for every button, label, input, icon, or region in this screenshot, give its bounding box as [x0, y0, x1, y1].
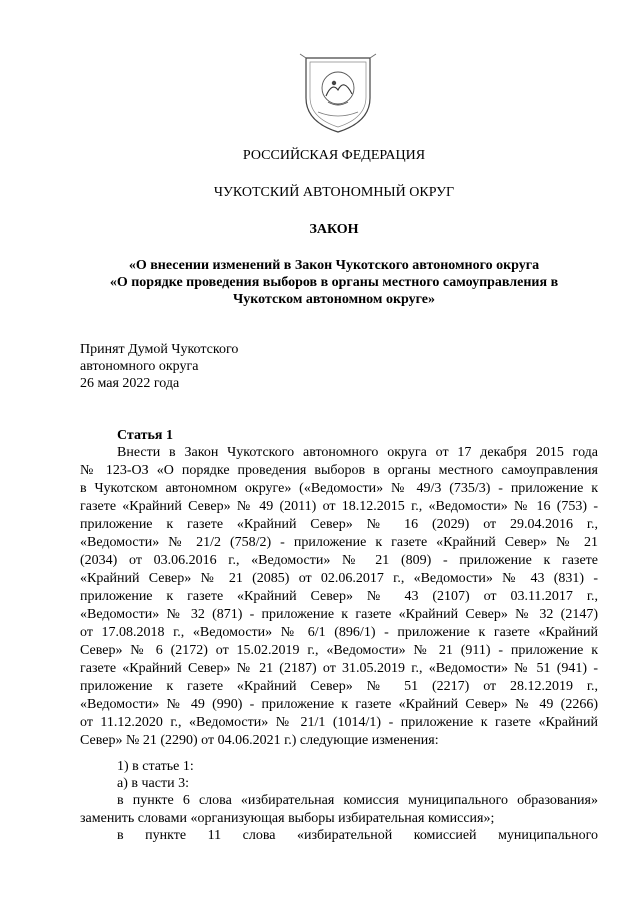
- article-body-line: «Ведомости» № 32 (871) - приложение к газете «Крайний Север» № 32 (2147): [80, 607, 598, 622]
- federation-heading: РОССИЙСКАЯ ФЕДЕРАЦИЯ: [242, 148, 426, 163]
- region-heading: ЧУКОТСКИЙ АВТОНОМНЫЙ ОКРУГ: [213, 185, 455, 200]
- article-body-line: приложение к газете «Крайний Север» № 51 (2217) от 28.12.2019 г.,: [80, 679, 598, 694]
- article-body-line: Внести в Закон Чукотского автономного округа от 17 декабря 2015 года: [117, 445, 598, 460]
- article-body-line: «Ведомости» № 21/2 (758/2) - приложение к газете «Крайний Север» № 21: [80, 535, 598, 550]
- article-body-line: в Чукотском автономном округе» («Ведомости» № 49/3 (735/3) - приложение к: [80, 481, 598, 496]
- adoption-line-1: Принят Думой Чукотского: [80, 342, 239, 357]
- article-body-line: «Крайний Север» № 21 (2085) от 02.06.2017 г., «Ведомости» № 43 (831) -: [80, 571, 598, 586]
- article-body-line: от 11.12.2020 г., «Ведомости» № 21/1 (1014/1) - приложение к газете «Крайний: [80, 715, 598, 730]
- article-body-line: газете «Крайний Север» № 49 (2011) от 18.12.2015 г., «Ведомости» № 16 (753) -: [80, 499, 598, 514]
- adoption-date: 26 мая 2022 года: [80, 376, 180, 391]
- article-body-line: приложение к газете «Крайний Север» № 16 (2029) от 29.04.2016 г.,: [80, 517, 598, 532]
- article-heading: Статья 1: [117, 428, 173, 443]
- point-11-paragraph: [80, 827, 598, 845]
- law-title-line-3: Чукотском автономном округе»: [232, 292, 435, 307]
- article-body-line: от 17.08.2018 г., «Ведомости» № 6/1 (896/1) - приложение к газете «Крайний: [80, 625, 598, 640]
- law-title-line-1: «О внесении изменений в Закон Чукотского автономного округа: [128, 258, 540, 273]
- item-1a: а) в части 3:: [117, 776, 189, 791]
- article-body-line: приложение к газете «Крайний Север» № 43 (2107) от 03.11.2017 г.,: [80, 589, 598, 604]
- item-1: 1) в статье 1:: [117, 759, 194, 774]
- article-body-line: № 123-ОЗ «О порядке проведения выборов в органы местного самоуправления: [80, 463, 598, 478]
- coat-of-arms-emblem: [296, 50, 380, 136]
- adoption-line-2: автономного округа: [80, 359, 199, 374]
- article-body-line: Север» № 21 (2290) от 04.06.2021 г.) следующие изменения:: [80, 733, 439, 748]
- article-body-line: Север» № 6 (2172) от 15.02.2019 г., «Ведомости» № 21 (911) - приложение к: [80, 643, 598, 658]
- article-body-line: газете «Крайний Север» № 21 (2187) от 31.05.2019 г., «Ведомости» № 51 (941) -: [80, 661, 598, 676]
- point-6-line: в пункте 6 слова «избирательная комиссия муниципального образования»: [117, 793, 598, 808]
- point-11-line: в пункте 11 слова «избирательной комиссией муниципального: [117, 828, 598, 843]
- document-type: ЗАКОН: [309, 222, 359, 237]
- article-body: [80, 444, 598, 750]
- law-title-line-2: «О порядке проведения выборов в органы местного самоуправления в: [109, 275, 559, 290]
- point-6-paragraph: [80, 792, 598, 828]
- point-6-line: заменить словами «организующая выборы избирательная комиссия»;: [80, 811, 495, 826]
- article-body-line: «Ведомости» № 49 (990) - приложение к газете «Крайний Север» № 49 (2266): [80, 697, 598, 712]
- article-body-line: (2034) от 03.06.2016 г., «Ведомости» № 21 (809) - приложение к газете: [80, 553, 598, 568]
